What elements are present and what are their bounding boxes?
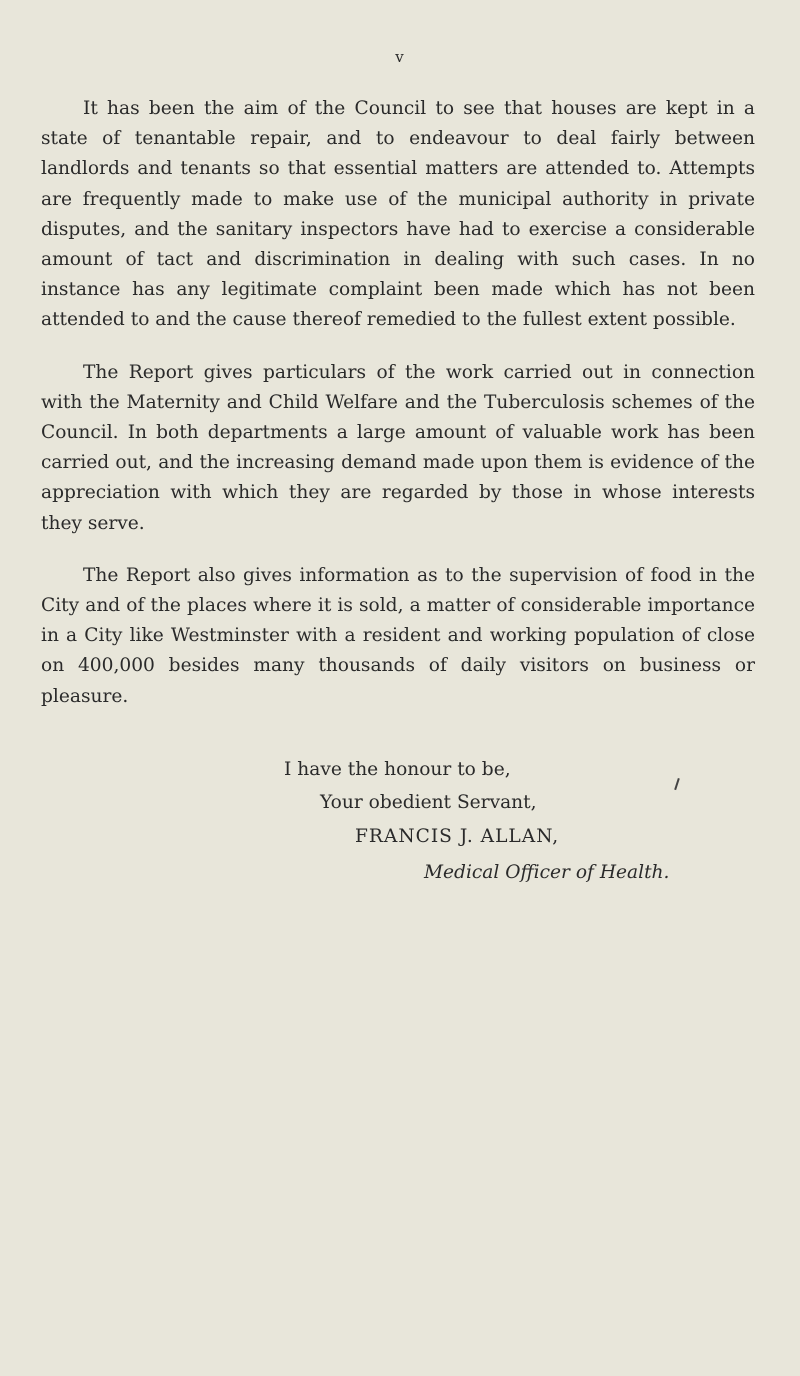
- signatory-name: FRANCIS J. ALLAN,: [355, 826, 560, 847]
- closing-complimentary: Your obedient Servant,: [320, 792, 537, 813]
- page-number: v: [395, 48, 405, 66]
- closing-salutation: I have the honour to be,: [284, 759, 511, 780]
- body-text: [41, 94, 755, 734]
- paragraph-welfare: The Report gives particulars of the work carried out in connection with the Maternity and Child Welfare and the Tuberculosis schemes of the Council. In both departments a large amount of valuable work has been carried out, and the increasing demand made upon them is evidence of the appreciation with which they are regarded by those in whose interests they serve.: [41, 361, 755, 534]
- paragraph-food: The Report also gives information as to the supervision of food in the City and of the places where it is sold, a matter of considerable importance in a City like Westminster with a resident and working population of close on 400,000 besides many thousands of daily visitors on business or pleasure.: [41, 564, 755, 707]
- paragraph-housing: It has been the aim of the Council to see that houses are kept in a state of tenantable repair, and to endeavour to deal fairly between landlords and tenants so that essential matters are attended to. Attempts are frequently made to make use of the municipal authority in private disputes, and the sanitary inspectors have had to exercise a considerable amount of tact and discrimination in dealing with such cases. In no instance has any legitimate complaint been made which has not been attended to and the cause thereof remedied to the fullest extent possible.: [41, 98, 755, 331]
- signatory-title: Medical Officer of Health.: [424, 862, 670, 883]
- pen-mark: [674, 778, 679, 790]
